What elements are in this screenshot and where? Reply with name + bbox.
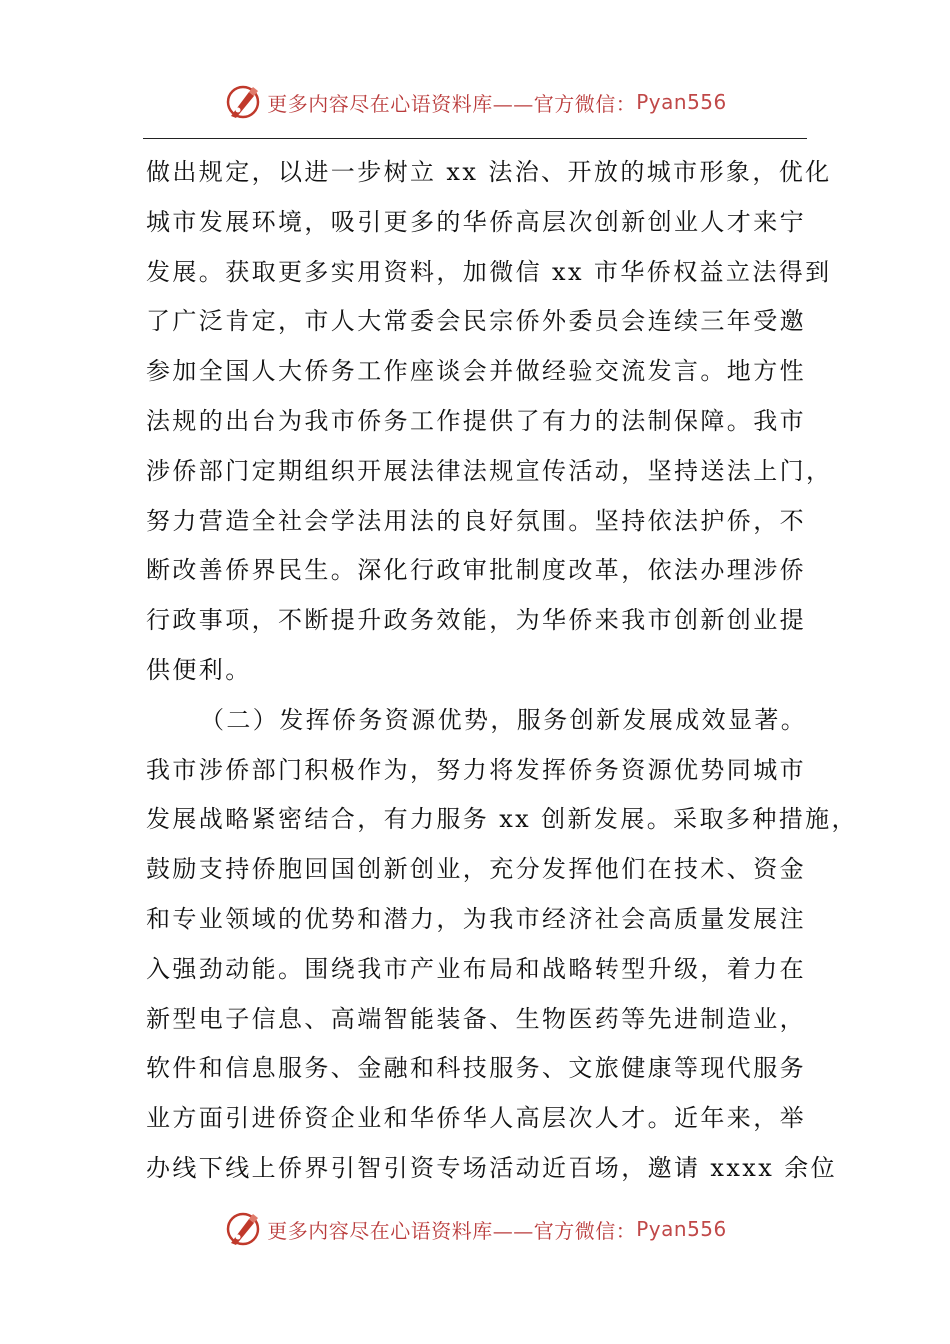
header-rule [143,138,807,139]
footer-banner [0,1207,950,1251]
body-line: 软件和信息服务、金融和科技服务、文旅健康等现代服务 [146,1054,806,1083]
body-line: 新型电子信息、高端智能装备、生物医药等先进制造业， [146,1004,806,1033]
body-line: 做出规定，以进一步树立 xx 法治、开放的城市形象，优化 [146,158,832,186]
body-line: 发展。获取更多实用资料，加微信 xx 市华侨权益立法得到 [146,257,832,286]
header-banner [0,80,950,124]
body-line: 涉侨部门定期组织开展法律法规宣传活动，坚持送法上门， [146,456,833,485]
body-line: 鼓励支持侨胞回国创新创业，充分发挥他们在技术、资金 [146,855,806,884]
body-line: 参加全国人大侨务工作座谈会并做经验交流发言。地方性 [146,357,806,386]
pen-logo-icon [223,1209,263,1249]
footer-banner-text: 更多内容尽在心语资料库——官方微信： [267,1218,637,1243]
body-line: 发展战略紧密结合，有力服务 xx 创新发展。采取多种措施， [146,805,858,834]
body-line: 和专业领域的优势和潜力，为我市经济社会高质量发展注 [146,904,806,933]
body-line: 行政事项，不断提升政务效能，为华侨来我市创新创业提 [146,606,806,635]
footer-banner-wechat: Pyan556 [636,1217,727,1241]
header-banner-text: 更多内容尽在心语资料库——官方微信： [267,91,637,116]
body-line: 我市涉侨部门积极作为，努力将发挥侨务资源优势同城市 [146,755,806,784]
section-heading: （二）发挥侨务资源优势，服务创新发展成效显著。 [200,705,808,734]
document-body [146,148,858,1194]
body-line: 城市发展环境，吸引更多的华侨高层次创新创业人才来宁 [146,207,806,236]
header-banner-wechat: Pyan556 [636,90,727,114]
body-line: 断改善侨界民生。深化行政审批制度改革，依法办理涉侨 [146,556,806,585]
body-line: 业方面引进侨资企业和华侨华人高层次人才。近年来，举 [146,1104,806,1133]
pen-logo-icon [223,82,263,122]
body-line: 办线下线上侨界引智引资专场活动近百场，邀请 xxxx 余位 [146,1153,837,1182]
body-line: 法规的出台为我市侨务工作提供了有力的法制保障。我市 [146,406,806,435]
body-line: 入强劲动能。围绕我市产业布局和战略转型升级，着力在 [146,954,806,983]
body-line: 了广泛肯定，市人大常委会民宗侨外委员会连续三年受邀 [146,307,806,336]
body-line: 供便利。 [146,655,252,684]
body-line: 努力营造全社会学法用法的良好氛围。坚持依法护侨，不 [146,506,806,535]
